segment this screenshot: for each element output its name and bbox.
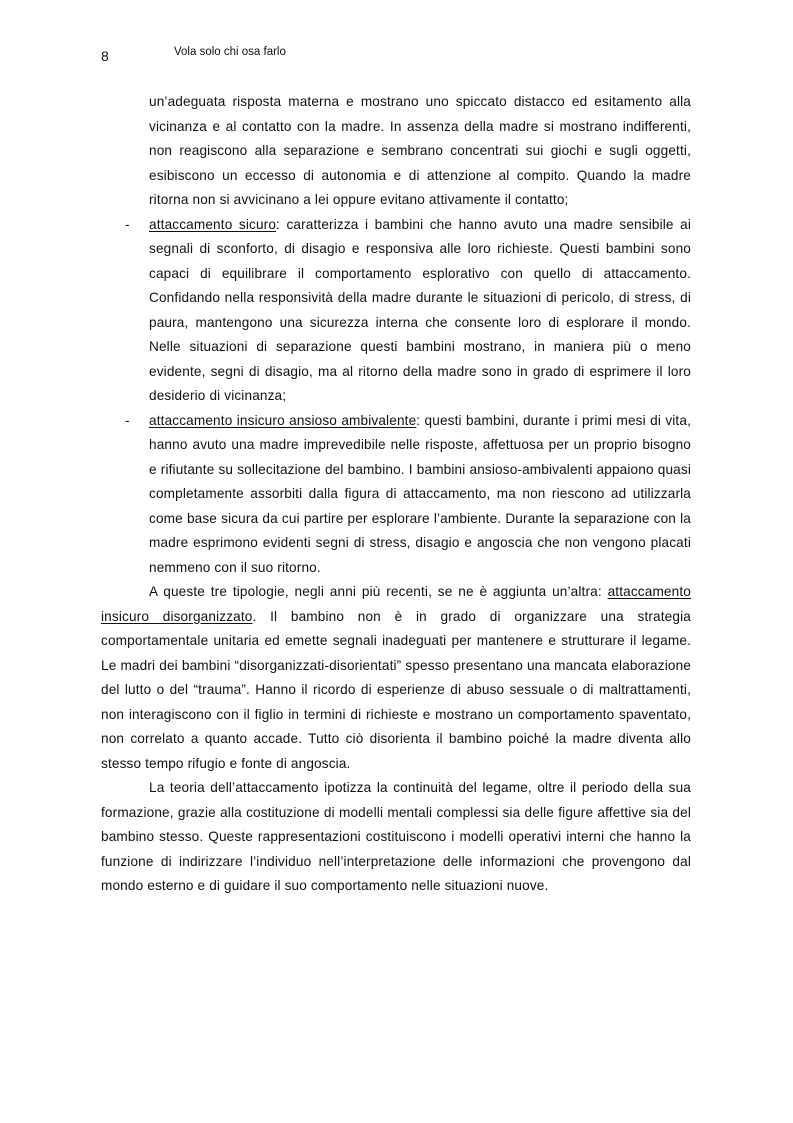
list-item-text: : questi bambini, durante i primi mesi di vita, hanno avuto una madre imprevedibile nelle risposte, affettuosa per un proprio bisogno e rifiutante su sollecitazione del bambino. I bambini ansioso-ambivalenti appaiono quasi completamente assorbiti dalla figura di attaccamento, ma non riescono ad utilizzarla come base sicura da cui partire per esplorare l’ambiente. Durante la separazione con la madre esprimono evidenti segni di stress, disagio e angoscia che non vengono placati nemmeno con il suo ritorno. <box>149 412 691 575</box>
term-attaccamento-disorganizzato: attaccamento insicuro disorganizzato <box>101 584 691 624</box>
list-continuation: un’adeguata risposta materna e mostrano uno spiccato distacco ed esitamento alla vicinanza e al contatto con la madre. In assenza della madre si mostrano indifferenti, non reagiscono alla separazione e sembrano concentrati sui giochi e sugli oggetti, esibiscono un eccesso di autonomia e di attenzione al compito. Quando la madre ritorna non si avvicinano a lei oppure evitano attivamente il contatto; <box>149 94 691 207</box>
list-item-attaccamento-sicuro <box>101 213 691 409</box>
body-text <box>101 90 691 899</box>
list-item-attaccamento-ambivalente <box>101 409 691 581</box>
list-item-text: : caratterizza i bambini che hanno avuto una madre sensibile ai segnali di sconforto, di disagio e responsiva alle loro richieste. Questi bambini sono capaci di equilibrare il comportamento esplorativo con quello di attaccamento. Confidando nella responsività della madre durante le situazioni di pericolo, di stress, di paura, mantengono una sicurezza interna che consente loro di esplorare il mondo. Nelle situazioni di separazione questi bambini mostrano, in maniera più o meno evidente, segni di disagio, ma al ritorno della madre sono in grado di esprimere il loro desiderio di vicinanza; <box>149 216 691 403</box>
paragraph-intro: A queste tre tipologie, negli anni più recenti, se ne è aggiunta un’altra: <box>149 584 608 599</box>
page-number: 8 <box>101 48 109 64</box>
running-title: Vola solo chi osa farlo <box>174 46 286 58</box>
paragraph-disorganizzato <box>101 580 691 776</box>
paragraph-text: . Il bambino non è in grado di organizzare una strategia comportamentale unitaria ed emette segnali inadeguati per mantenere e strutturare il legame. Le madri dei bambini “disorganizzati-disorientati” spesso presentano una mancata elaborazione del lutto o del “trauma”. Hanno il ricordo di esperienze di abuso sessuale o di maltrattamenti, non interagiscono con il figlio in termini di richieste e mostrano un comportamento spaventato, non correlato a quanto accade. Tutto ciò disorienta il bambino poiché la madre diventa allo stesso tempo rifugio e fonte di angoscia. <box>101 608 691 771</box>
list-bullet: - <box>125 412 130 428</box>
list-bullet: - <box>125 216 130 232</box>
term-attaccamento-ambivalente: attaccamento insicuro ansioso ambivalente <box>149 412 417 428</box>
term-attaccamento-sicuro: attaccamento sicuro <box>149 216 277 232</box>
page-header <box>101 46 701 66</box>
paragraph-teoria: La teoria dell’attaccamento ipotizza la continuità del legame, oltre il periodo della sua formazione, grazie alla costituzione di modelli mentali complessi sia delle figure affettive sia del bambino stesso. Queste rappresentazioni costituiscono i modelli operativi interni che hanno la funzione di indirizzare l’individuo nell’interpretazione delle informazioni che provengono dal mondo esterno e di guidare il suo comportamento nelle situazioni nuove. <box>101 780 691 893</box>
